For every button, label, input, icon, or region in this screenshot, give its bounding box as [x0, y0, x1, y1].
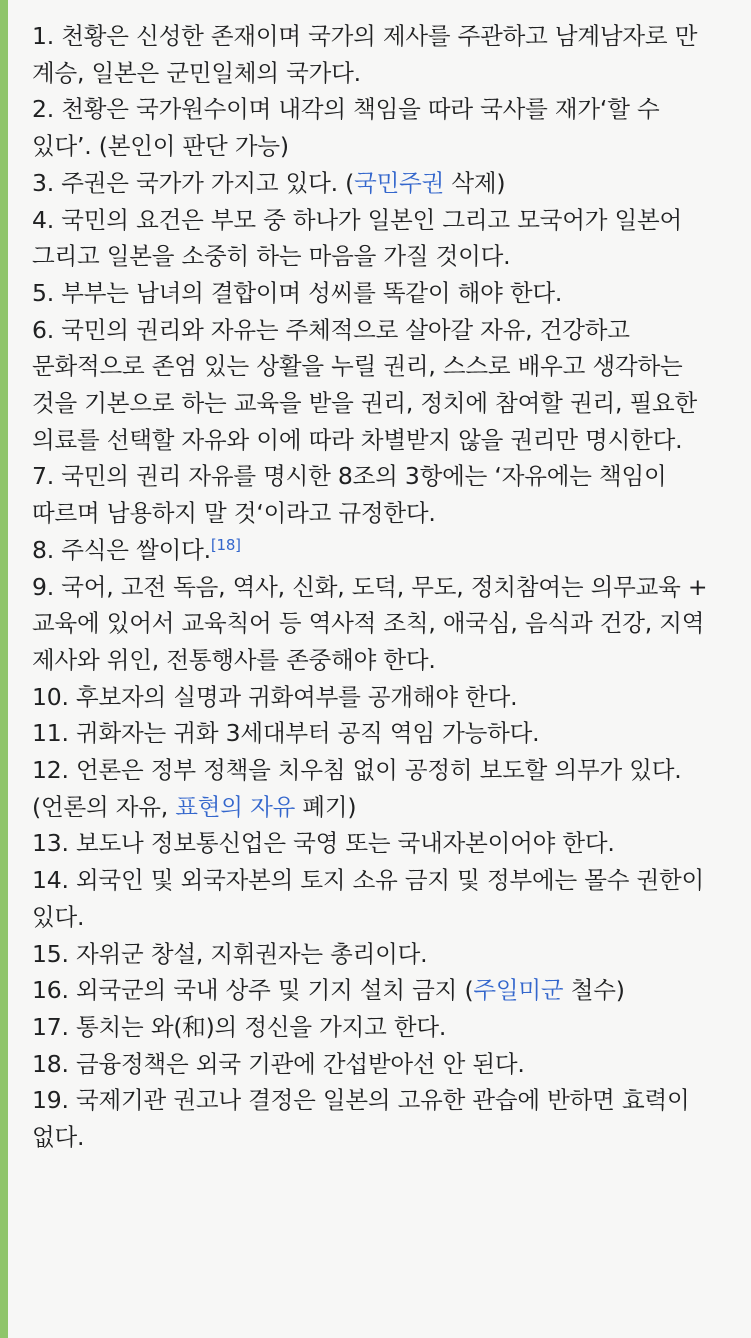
list-item-text: 10. 후보자의 실명과 귀화여부를 공개해야 한다.	[32, 682, 518, 711]
list-item	[32, 458, 722, 531]
list-item	[32, 165, 722, 202]
numbered-list	[32, 18, 722, 1156]
list-item-text: 14. 외국인 및 외국자본의 토지 소유 금지 및 정부에는 몰수 권한이 있다.	[32, 866, 704, 931]
list-item	[32, 569, 722, 679]
list-item-text: 16. 외국군의 국내 상주 및 기지 설치 금지 (	[32, 976, 474, 1005]
list-item-text: 12. 언론은 정부 정책을 치우침 없이 공정히 보도할 의무가 있다. (언론의 자유,	[32, 756, 682, 821]
list-item	[32, 862, 722, 935]
list-item-text: 15. 자위군 창설, 지휘권자는 총리이다.	[32, 939, 428, 968]
list-item-text: 6. 국민의 권리와 자유는 주체적으로 살아갈 자유, 건강하고 문화적으로 존엄 있는 상활을 누릴 권리, 스스로 배우고 생각하는 것을 기본으로 하는 교육을 받을 권리, 정치에 참여할 권리, 필요한 의료를 선택할 자유와 이에 따라 차별받지 않을 권리만 명시한다.	[32, 315, 697, 454]
footnote-link[interactable]: [18]	[210, 535, 241, 554]
list-item-text: 13. 보도나 정보통신업은 국영 또는 국내자본이어야 한다.	[32, 829, 615, 858]
list-item-text: 11. 귀화자는 귀화 3세대부터 공직 역임 가능하다.	[32, 719, 540, 748]
list-item-text: 2. 천황은 국가원수이며 내각의 책임을 따라 국사를 재가‘할 수 있다’. (본인이 판단 가능)	[32, 95, 660, 161]
list-item	[32, 715, 722, 752]
list-item-text: 17. 통치는 와(和)의 정신을 가지고 한다.	[32, 1012, 447, 1041]
list-item	[32, 752, 722, 825]
list-item	[32, 825, 722, 862]
list-item-text: 5. 부부는 남녀의 결합이며 성씨를 똑같이 해야 한다.	[32, 278, 563, 307]
list-item	[32, 1009, 722, 1046]
list-item-text: 4. 국민의 요건은 부모 중 하나가 일본인 그리고 모국어가 일본어 그리고 일본을 소중히 하는 마음을 가질 것이다.	[32, 205, 682, 271]
list-item-text: 8. 주식은 쌀이다.	[32, 535, 211, 564]
list-item	[32, 91, 722, 164]
list-item	[32, 972, 722, 1009]
list-item	[32, 936, 722, 973]
quote-accent-bar	[0, 0, 8, 1338]
wiki-link[interactable]: 국민주권	[354, 168, 445, 197]
list-item	[32, 312, 722, 459]
footnote-ref[interactable]	[211, 536, 241, 554]
list-item	[32, 1046, 722, 1083]
list-item-text: 삭제)	[444, 168, 506, 197]
list-item-text: 19. 국제기관 권고나 결정은 일본의 고유한 관습에 반하면 효력이 없다.	[32, 1086, 690, 1152]
list-item-text: 3. 주권은 국가가 가지고 있다. (	[32, 168, 355, 197]
list-item-text: 철수)	[563, 976, 625, 1005]
list-item	[32, 532, 722, 569]
wiki-link[interactable]: 표현의 자유	[175, 792, 296, 821]
list-item	[32, 18, 722, 91]
list-item	[32, 1082, 722, 1155]
list-item-text: 9. 국어, 고전 독음, 역사, 신화, 도덕, 무도, 정치참여는 의무교육 + 교육에 있어서 교육칙어 등 역사적 조칙, 애국심, 음식과 건강, 지역 제사와 위인, 전통행사를 존중해야 한다.	[32, 572, 708, 674]
list-item	[32, 275, 722, 312]
list-item-text: 7. 국민의 권리 자유를 명시한 8조의 3항에는 ‘자유에는 책임이 따르며 남용하지 말 것‘이라고 규정한다.	[32, 462, 667, 528]
list-item	[32, 202, 722, 275]
list-item	[32, 679, 722, 716]
list-item-text: 18. 금융정책은 외국 기관에 간섭받아선 안 된다.	[32, 1049, 525, 1078]
wiki-link[interactable]: 주일미군	[473, 976, 564, 1005]
list-item-text: 폐기)	[295, 792, 357, 821]
list-item-text: 1. 천황은 신성한 존재이며 국가의 제사를 주관하고 남계남자로 만 계승, 일본은 군민일체의 국가다.	[32, 22, 698, 87]
